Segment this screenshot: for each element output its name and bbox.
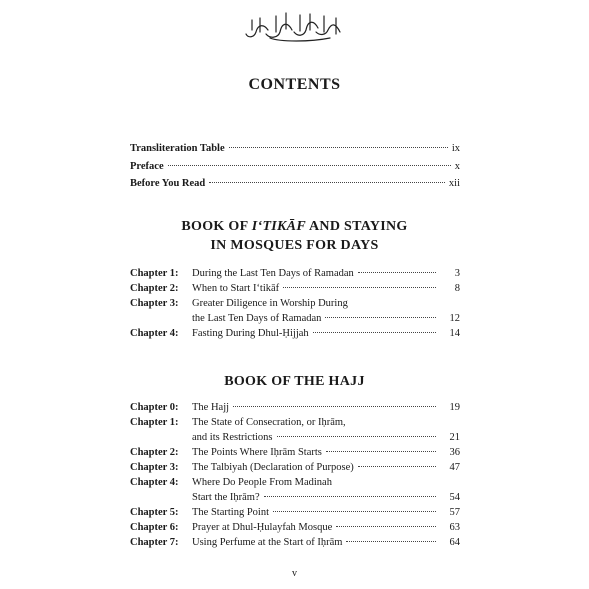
front-matter-list [130,143,460,196]
dot-leader [358,272,436,273]
chapter-entry[interactable] [130,535,460,550]
book-hajj-chapters [130,400,460,550]
chapter-title: Fasting During Dhul-Ḥijjah [192,328,309,339]
dot-leader [264,496,436,497]
chapter-page: 12 [449,313,460,324]
chapter-entry[interactable] [130,266,460,281]
basmala-calligraphy [240,10,350,44]
chapter-number: Chapter 1: [130,417,179,428]
toc-entry-page: ix [451,143,460,154]
chapter-page: 3 [454,268,460,279]
chapter-title-cont: and its Restrictions [192,432,273,443]
dot-leader [346,541,436,542]
chapter-number: Chapter 5: [130,507,179,518]
dot-leader [229,147,448,148]
chapter-page: 14 [449,328,460,339]
dot-leader [273,511,436,512]
chapter-entry[interactable] [130,460,460,475]
chapter-number: Chapter 0: [130,402,179,413]
dot-leader [168,165,451,166]
chapter-title-cont: Start the Iḥrām? [192,492,260,503]
dot-leader [325,317,436,318]
chapter-number: Chapter 3: [130,462,179,473]
dot-leader [358,466,436,467]
book-itikaf-heading [0,217,589,255]
dot-leader [277,436,437,437]
chapter-entry[interactable] [130,475,460,505]
chapter-page: 57 [449,507,460,518]
chapter-entry[interactable] [130,445,460,460]
chapter-title: Prayer at Dhul-Ḥulayfah Mosque [192,522,333,533]
page-number: v [292,568,297,579]
book-title-suffix: AND STAYING [305,219,408,234]
dot-leader [326,451,436,452]
dot-leader [283,287,436,288]
chapter-title: The Points Where Iḥrām Starts [192,447,322,458]
toc-entry-preface[interactable] [130,161,460,179]
dot-leader [209,182,445,183]
chapter-page: 36 [449,447,460,458]
book-title-prefix: BOOK OF [181,219,252,234]
chapter-entry[interactable] [130,520,460,535]
chapter-page: 19 [449,402,460,413]
toc-entry-before-you-read[interactable] [130,178,460,196]
chapter-entry[interactable] [130,400,460,415]
chapter-number: Chapter 2: [130,283,179,294]
book-title-line2: IN MOSQUES FOR DAYS [210,238,379,253]
chapter-title: Where Do People From Madinah [192,477,332,488]
book-title-italic: I‘TIKĀF [251,219,306,234]
chapter-title: The Starting Point [192,507,269,518]
chapter-page: 8 [454,283,460,294]
chapter-entry[interactable] [130,296,460,326]
chapter-entry[interactable] [130,415,460,445]
dot-leader [336,526,436,527]
chapter-title: The State of Consecration, or Iḥrām, [192,417,346,428]
chapter-title-cont: the Last Ten Days of Ramadan [192,313,322,324]
chapter-page: 54 [449,492,460,503]
dot-leader [313,332,436,333]
chapter-title: During the Last Ten Days of Ramadan [192,268,354,279]
toc-entry-page: xii [448,178,460,189]
dot-leader [233,406,436,407]
chapter-number: Chapter 6: [130,522,179,533]
toc-entry-label: Before You Read [130,178,206,189]
chapter-entry[interactable] [130,326,460,341]
chapter-title: When to Start I‘tikāf [192,283,280,294]
chapter-page: 47 [449,462,460,473]
chapter-page: 64 [449,537,460,548]
chapter-number: Chapter 7: [130,537,179,548]
chapter-number: Chapter 4: [130,477,179,488]
book-hajj-heading: BOOK OF THE HAJJ [224,374,365,389]
chapter-page: 63 [449,522,460,533]
toc-entry-page: x [454,160,460,172]
chapter-number: Chapter 1: [130,268,179,279]
chapter-number: Chapter 3: [130,298,179,309]
chapter-number: Chapter 2: [130,447,179,458]
chapter-title: Greater Diligence in Worship During [192,298,348,309]
chapter-title: The Hajj [192,402,230,413]
page-title: CONTENTS [248,76,341,93]
chapter-entry[interactable] [130,281,460,296]
book-itikaf-chapters [130,266,460,341]
toc-entry-label: Transliteration Table [130,143,225,154]
chapter-title: The Talbiyah (Declaration of Purpose) [192,462,354,473]
toc-entry-transliteration[interactable] [130,143,460,161]
chapter-title: Using Perfume at the Start of Iḥrām [192,537,343,548]
chapter-number: Chapter 4: [130,328,179,339]
toc-entry-label: Preface [130,160,164,172]
chapter-entry[interactable] [130,505,460,520]
chapter-page: 21 [449,432,460,443]
